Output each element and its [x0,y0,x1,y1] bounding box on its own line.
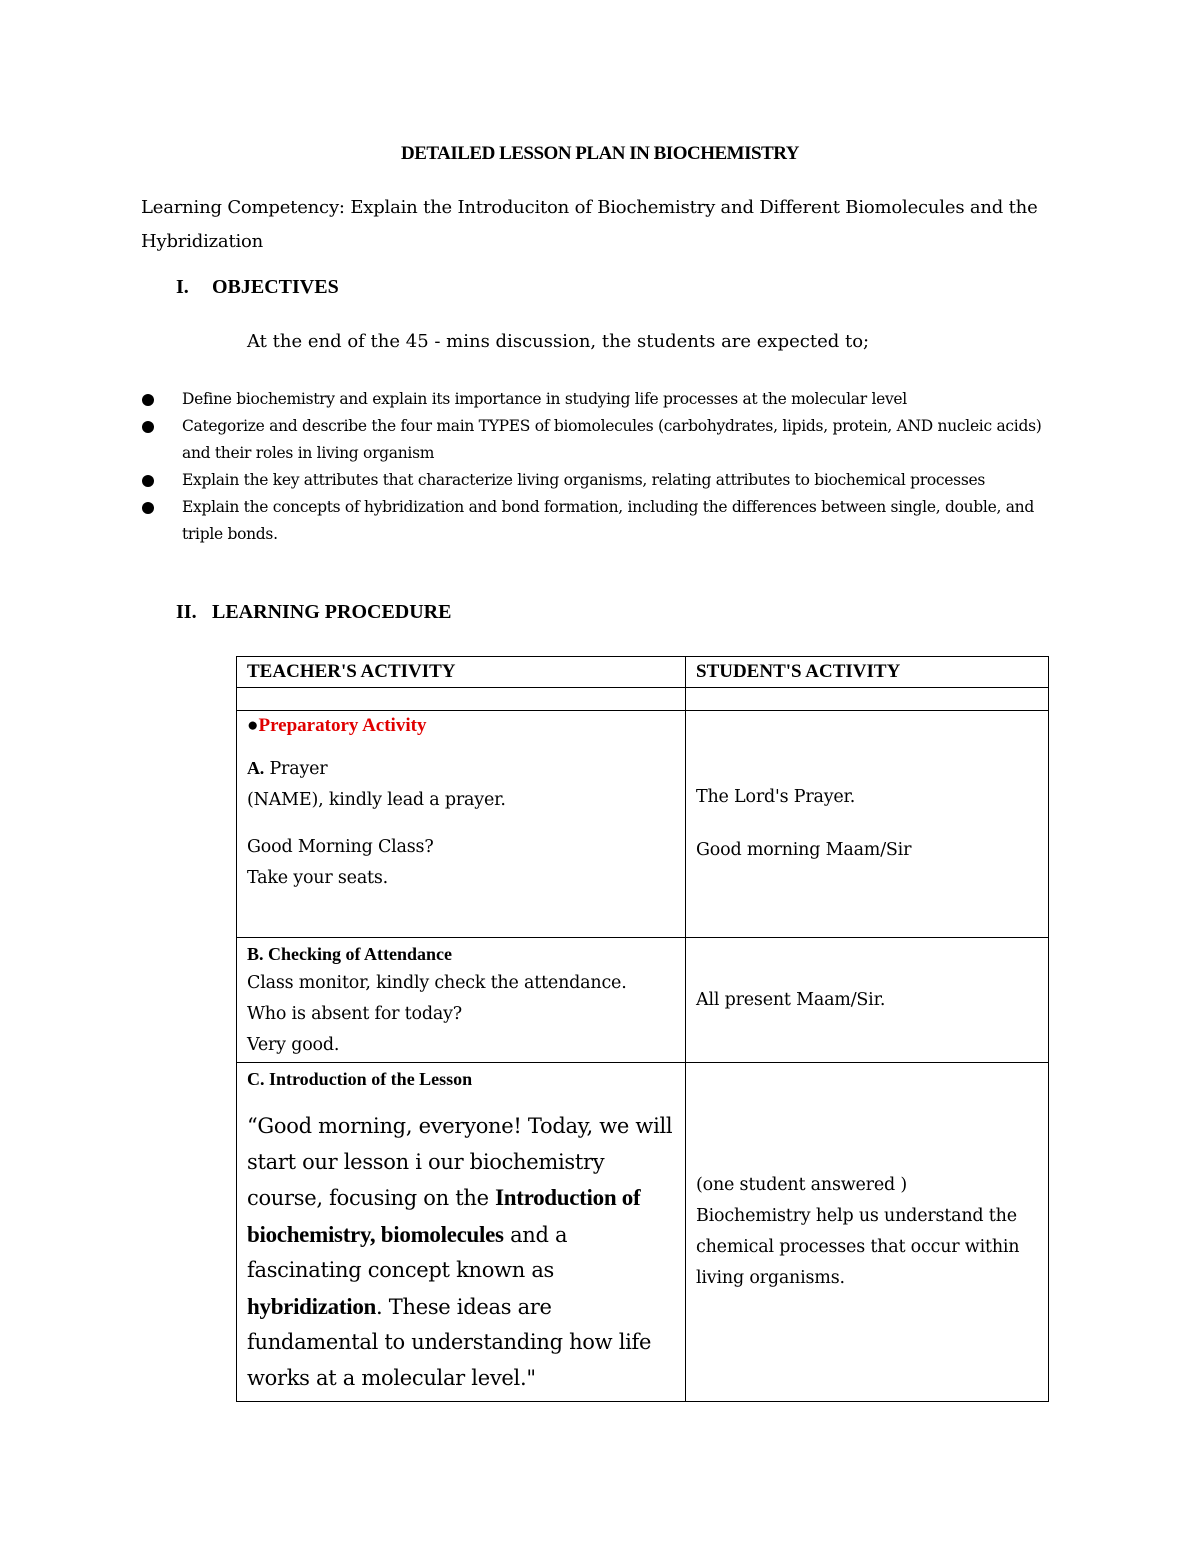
list-item: Categorize and describe the four main TYPES of biomolecules (carbohydrates, lipids, protein, AND nucleic acids) and their roles in living organism [141,413,1071,467]
bullet-icon [142,475,154,487]
objectives-intro: At the end of the 45 - mins discussion, the students are expected to; [247,331,870,352]
attendance-student-cell: All present Maam/Sir. [686,938,1049,1063]
attendance-teacher-cell: B. Checking of Attendance Class monitor, kindly check the attendance. Who is absent for today? Very good. [237,938,686,1063]
document-title: DETAILED LESSON PLAN IN BIOCHEMISTRY [400,143,799,164]
bullet-icon: ● [247,715,259,736]
table-row [237,1063,1049,1402]
learning-competency [141,191,1071,259]
table-row [237,711,1049,938]
bullet-icon [142,502,154,514]
teacher-activity-header: TEACHER'S ACTIVITY [237,657,686,688]
list-item: Explain the key attributes that characterize living organisms, relating attributes to biochemical processes [141,467,1071,494]
list-item: Explain the concepts of hybridization and bond formation, including the differences between single, double, and triple bonds. [141,494,1071,548]
procedure-number: II. [176,601,197,623]
objectives-heading [176,276,339,299]
objectives-number: I. [176,276,189,298]
list-item: Define biochemistry and explain its importance in studying life processes at the molecular level [141,386,1071,413]
preparatory-student-cell: The Lord's Prayer. Good morning Maam/Sir [686,711,1049,938]
activity-table [236,656,1049,1402]
student-activity-header: STUDENT'S ACTIVITY [686,657,1049,688]
introduction-paragraph: “Good morning, everyone! Today, we will start our lesson i our biochemistry course, focusing on the Introduction of biochemistry, biomolecules and a fascinating concept known as hybridization. These ideas are fundamental to understanding how life works at a molecular level." [247,1114,673,1390]
table-row [237,688,1049,711]
preparatory-heading: ●Preparatory Activity [247,715,427,736]
competency-label: Learning Competency: [141,197,345,218]
objectives-label: OBJECTIVES [212,276,339,298]
preparatory-teacher-cell: ●Preparatory Activity A. Prayer (NAME), kindly lead a prayer. Good Morning Class? Take your seats. [237,711,686,938]
competency-text: Explain the Introduciton of Biochemistry and Different Biomolecules and the Hybridization [141,197,1038,252]
objectives-list [141,386,1071,548]
introduction-teacher-cell: C. Introduction of the Lesson “Good morning, everyone! Today, we will start our lesson i our biochemistry course, focusing on the Introduction of biochemistry, biomolecules and a fascinating concept known as hybridization. These ideas are fundamental to understanding how life works at a molecular level." [237,1063,686,1402]
bullet-icon [142,394,154,406]
procedure-heading [176,601,451,624]
bullet-icon [142,421,154,433]
procedure-label: LEARNING PROCEDURE [212,601,452,623]
table-header-row [237,657,1049,688]
table-row [237,938,1049,1063]
introduction-student-cell: (one student answered ) Biochemistry help us understand the chemical processes that occur within living organisms. [686,1063,1049,1402]
